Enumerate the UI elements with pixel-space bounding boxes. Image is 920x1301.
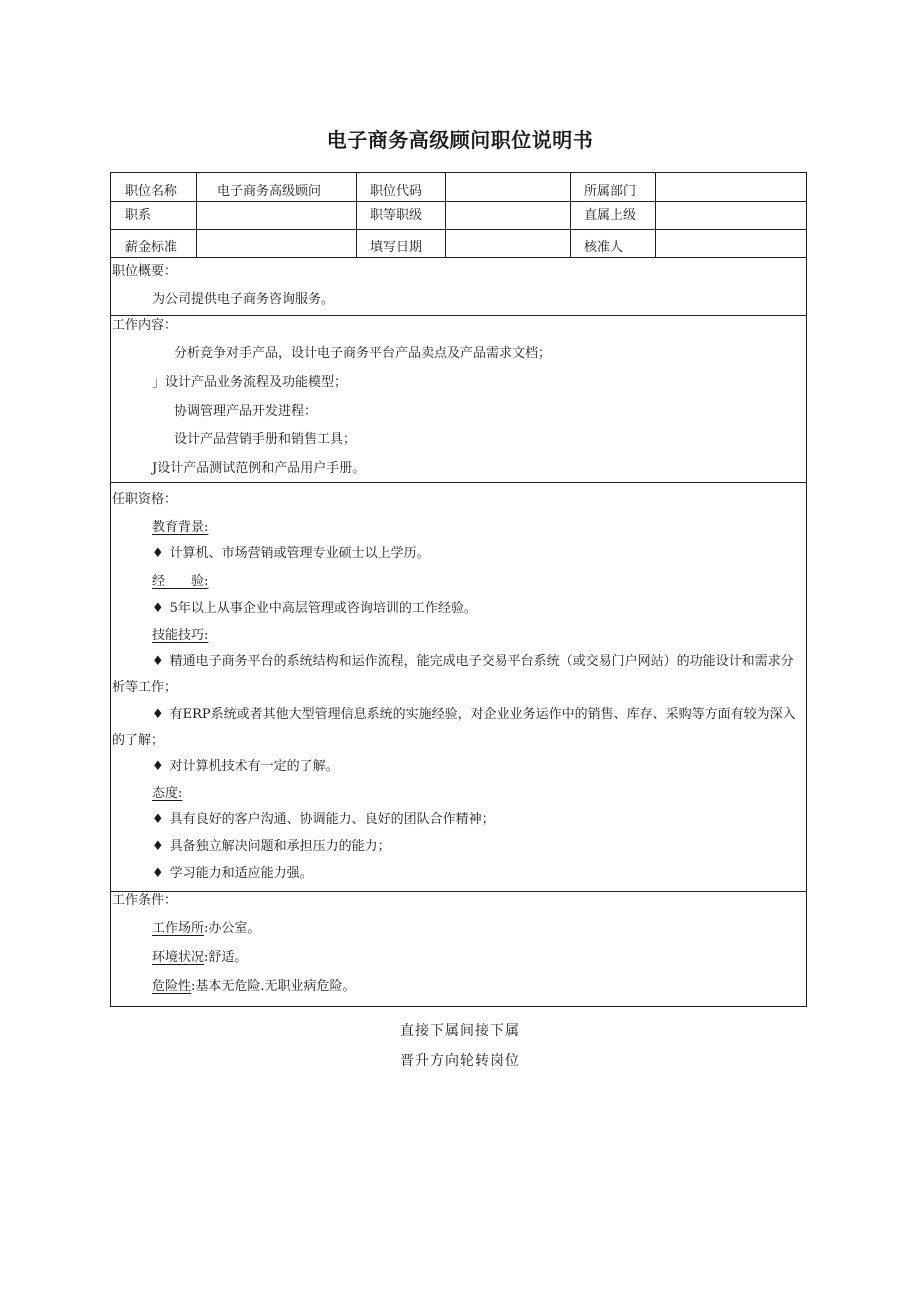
attitude-label: 态度: <box>152 786 183 801</box>
row-divider <box>111 229 806 230</box>
skills-label: 技能技巧: <box>152 628 209 643</box>
row-divider <box>111 201 806 202</box>
label-fill-date: 填写日期 <box>370 240 423 255</box>
label-supervisor: 直属上级 <box>584 208 637 223</box>
condition-place: 工作场所:办公室。 <box>152 921 261 936</box>
education-label: 教育背景: <box>152 520 209 535</box>
attitude-item: ♦ 具有良好的客户沟通、协调能力、良好的团队合作精神； <box>152 812 495 827</box>
label-job-family: 职系 <box>125 208 152 223</box>
job-description-table <box>110 172 807 1007</box>
value-position-name: 电子商务高级顾问 <box>217 184 322 199</box>
footer-subordinates: 直接下属间接下属 <box>400 1023 520 1039</box>
bullet-icon: ♦ <box>152 866 164 881</box>
label-salary: 薪金标准 <box>125 240 178 255</box>
attitude-item: ♦ 学习能力和适应能力强。 <box>152 866 313 881</box>
skill-item: ♦ 有ERP系统或者其他大型管理信息系统的实施经验，对企业业务运作中的销售、库存、采购等方面有较为深入的了解； <box>112 707 796 748</box>
overview-heading: 职位概要： <box>112 264 178 279</box>
skill-item: ♦ 精通电子商务平台的系统结构和运作流程，能完成电子交易平台系统（或交易门户网站）的功能设计和需求分析等工作； <box>112 654 794 695</box>
label-grade: 职等职级 <box>370 208 423 223</box>
bullet-icon: ♦ <box>152 601 164 616</box>
duties-heading: 工作内容： <box>112 318 178 333</box>
section-divider <box>111 891 806 892</box>
label-position-code: 职位代码 <box>370 184 423 199</box>
label-department: 所属部门 <box>584 184 637 199</box>
bullet-icon: ♦ <box>152 707 164 722</box>
bullet-icon: ♦ <box>152 812 164 827</box>
experience-label: 经 验: <box>152 574 209 589</box>
bullet-icon: ♦ <box>152 654 164 669</box>
column-divider <box>445 173 446 257</box>
duty-item: 协调管理产品开发进程： <box>174 404 318 419</box>
condition-environment: 环境状况:舒适。 <box>152 950 248 965</box>
label-approver: 核准人 <box>584 240 624 255</box>
qualifications-heading: 任职资格： <box>112 492 178 507</box>
column-divider <box>196 173 197 257</box>
label-position-name: 职位名称 <box>125 184 178 199</box>
duty-item: J设计产品测试范例和产品用户手册。 <box>152 461 366 476</box>
bullet-icon: ♦ <box>152 759 164 774</box>
footer-promotion: 晋升方向轮转岗位 <box>400 1053 520 1069</box>
education-item: ♦ 计算机、市场营销或管理专业硕士以上学历。 <box>152 546 430 561</box>
attitude-item: ♦ 具备独立解决问题和承担压力的能力； <box>152 839 391 854</box>
bullet-icon: ♦ <box>152 839 164 854</box>
column-divider <box>570 173 571 257</box>
condition-risk: 危险性:基本无危险.无职业病危险。 <box>152 979 356 994</box>
duty-item: 设计产品营销手册和销售工具； <box>174 432 357 447</box>
skill-item: ♦ 对计算机技术有一定的了解。 <box>152 759 339 774</box>
document-title: 电子商务高级顾问职位说明书 <box>326 128 594 152</box>
overview-text: 为公司提供电子商务咨询服务。 <box>152 292 335 307</box>
bullet-icon: ♦ <box>152 546 164 561</box>
row-divider <box>111 257 806 258</box>
conditions-heading: 工作条件： <box>112 893 178 908</box>
column-divider <box>356 173 357 257</box>
section-divider <box>111 482 806 483</box>
duty-item: 分析竞争对手产品，设计电子商务平台产品卖点及产品需求文档； <box>174 346 552 361</box>
experience-item: ♦ 5年以上从事企业中高层管理或咨询培训的工作经验。 <box>152 601 477 616</box>
duty-item: 」设计产品业务流程及功能模型； <box>152 375 348 390</box>
column-divider <box>655 173 656 257</box>
section-divider <box>111 315 806 316</box>
